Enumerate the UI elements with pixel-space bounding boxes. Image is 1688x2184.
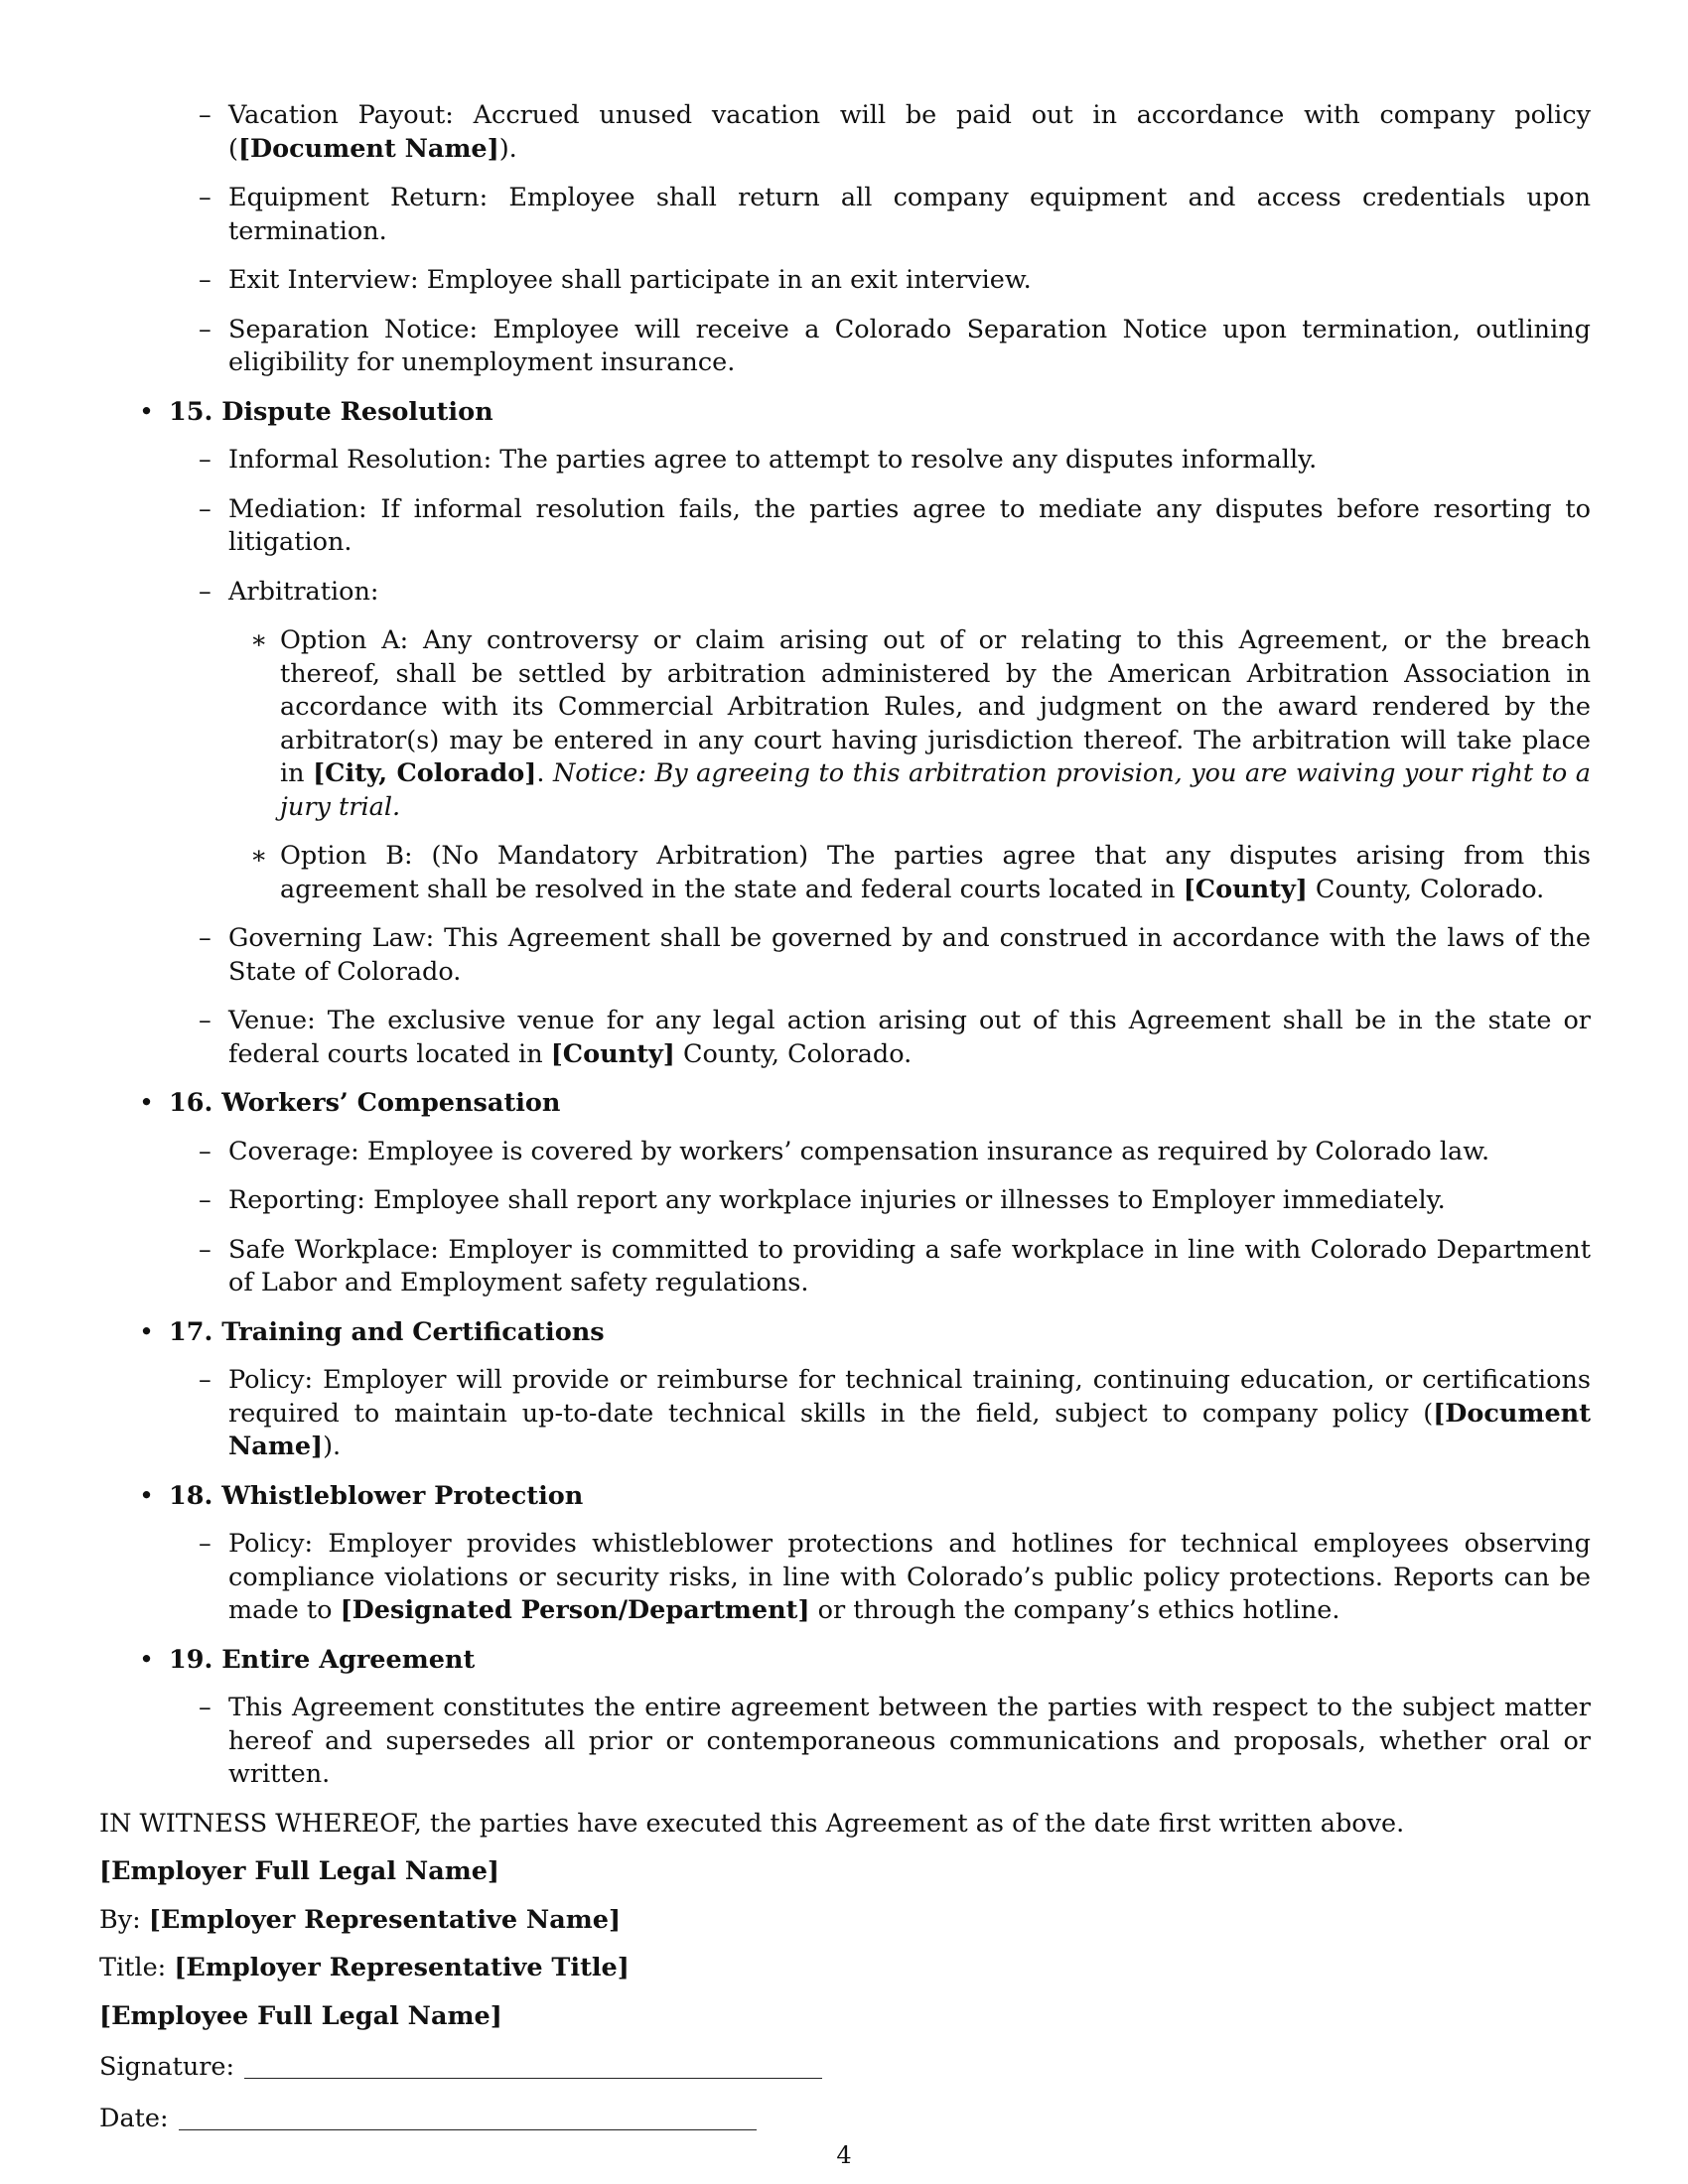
bullet-marker: • bbox=[139, 1088, 155, 1118]
dash-marker: – bbox=[199, 314, 211, 344]
section-19-heading: • 19. Entire Agreement bbox=[139, 1644, 1591, 1678]
dash-marker: – bbox=[199, 1136, 211, 1166]
venue-item: – Venue: The exclusive venue for any legal action arising out of this Agreement shall be in the state or federal courts located in [County] County, Colorado. bbox=[199, 1005, 1591, 1071]
rep-name-placeholder: [Employer Representative Name] bbox=[148, 1904, 622, 1935]
dash-marker: – bbox=[199, 1006, 211, 1035]
designated-person-placeholder: [Designated Person/Department] bbox=[340, 1595, 810, 1625]
dash-marker: – bbox=[199, 445, 211, 475]
star-marker: ∗ bbox=[250, 841, 268, 871]
dash-marker: – bbox=[199, 1529, 211, 1559]
dash-marker: – bbox=[199, 100, 211, 130]
arbitration-option-a: ∗ Option A: Any controversy or claim arising out of or relating to this Agreement, or the breach thereof, shall be settled by arbitration administered by the American Arbitration Association in accordance with its Commercial Arbitration Rules, and judgment on the award rendered by the arbitrator(s) may be entered in any court having jurisdiction thereof. The arbitration will take place in [City, Colorado]. Notice: By agreeing to this arbitration provision, you are waiving your right to a jury trial. bbox=[250, 624, 1591, 824]
exit-interview-item: – Exit Interview: Employee shall participate in an exit interview. bbox=[199, 264, 1591, 298]
bullet-marker: • bbox=[139, 1316, 155, 1347]
county-placeholder: [County] bbox=[550, 1038, 675, 1069]
vacation-label: Vacation Payout: bbox=[228, 100, 454, 130]
dash-marker: – bbox=[199, 576, 211, 607]
document-body bbox=[99, 99, 1591, 2150]
separation-notice-item: – Separation Notice: Employee will receive a Colorado Separation Notice upon termination, outlining eligibility for unemployment insurance. bbox=[199, 314, 1591, 380]
dash-marker: – bbox=[199, 1693, 211, 1722]
bullet-marker: • bbox=[139, 1480, 155, 1511]
dash-marker: – bbox=[199, 493, 211, 524]
signature-blank[interactable] bbox=[244, 2048, 822, 2079]
by-line: By: [Employer Representative Name] bbox=[99, 1904, 622, 1935]
dash-marker: – bbox=[199, 265, 211, 295]
informal-resolution-item: – Informal Resolution: The parties agree to attempt to resolve any disputes informally. bbox=[199, 444, 1591, 478]
training-document-placeholder: [Document Name] bbox=[228, 1398, 1591, 1461]
reporting-item: – Reporting: Employee shall report any workplace injuries or illnesses to Employer immediately. bbox=[199, 1184, 1591, 1218]
date-blank[interactable] bbox=[179, 2100, 757, 2130]
dash-marker: – bbox=[199, 1185, 211, 1215]
entire-agreement-item: – This Agreement constitutes the entire agreement between the parties with respect to the subject matter hereof and supersedes all prior or contemporaneous communications and proposals, whether oral or written. bbox=[199, 1692, 1591, 1792]
coverage-item: – Coverage: Employee is covered by workers’ compensation insurance as required by Colorado law. bbox=[199, 1136, 1591, 1169]
rep-title-placeholder: [Employer Representative Title] bbox=[174, 1953, 630, 1982]
bullet-marker: • bbox=[139, 1644, 155, 1675]
mediation-item: – Mediation: If informal resolution fails, the parties agree to mediate any disputes before resorting to litigation. bbox=[199, 493, 1591, 560]
dash-marker: – bbox=[199, 923, 211, 953]
title-line: Title: [Employer Representative Title] bbox=[99, 1953, 630, 1982]
arbitration-item: – Arbitration: bbox=[199, 576, 1591, 610]
dash-marker: – bbox=[199, 1234, 211, 1265]
vacation-text: Accrued unused vacation will be paid out in accordance with company policy ( bbox=[228, 100, 1592, 164]
equipment-return-item: – Equipment Return: Employee shall return all company equipment and access credentials upon termination. bbox=[199, 182, 1591, 248]
signature-line: Signature: bbox=[99, 2048, 1591, 2085]
governing-law-item: – Governing Law: This Agreement shall be governed by and construed in accordance with the laws of the State of Colorado. bbox=[199, 922, 1591, 989]
dash-marker: – bbox=[199, 183, 211, 212]
employee-name-line bbox=[99, 2000, 1591, 2034]
bullet-marker: • bbox=[139, 396, 155, 427]
section-17-heading: • 17. Training and Certifications bbox=[139, 1316, 1591, 1350]
vacation-document-placeholder: [Document Name] bbox=[237, 133, 499, 164]
arbitration-option-b: ∗ Option B: (No Mandatory Arbitration) The parties agree that any disputes arising from this agreement shall be resolved in the state and federal courts located in [County] County, Colorado. bbox=[250, 840, 1591, 906]
employee-name-placeholder: [Employee Full Legal Name] bbox=[99, 2000, 502, 2031]
section-15-heading: • 15. Dispute Resolution bbox=[139, 396, 1591, 430]
county-placeholder: [County] bbox=[1183, 874, 1308, 904]
date-line: Date: bbox=[99, 2100, 1591, 2136]
section-18-heading: • 18. Whistleblower Protection bbox=[139, 1480, 1591, 1514]
vacation-payout-item: – Vacation Payout: Accrued unused vacation will be paid out in accordance with company policy ([Document Name]). bbox=[199, 99, 1591, 166]
jury-trial-notice: Notice: By agreeing to this arbitration provision, you are waiving your right to a jury trial. bbox=[280, 758, 1591, 822]
training-policy-item: – Policy: Employer will provide or reimburse for technical training, continuing education, or certifications required to maintain up-to-date technical skills in the field, subject to company policy ([Document Name]). bbox=[199, 1364, 1591, 1464]
employer-name-placeholder: [Employer Full Legal Name] bbox=[99, 1856, 499, 1886]
city-placeholder: [City, Colorado] bbox=[313, 758, 537, 788]
dash-marker: – bbox=[199, 1365, 211, 1395]
safe-workplace-item: – Safe Workplace: Employer is committed to providing a safe workplace in line with Colorado Department of Labor and Employment safety regulations. bbox=[199, 1234, 1591, 1300]
star-marker: ∗ bbox=[250, 625, 268, 655]
page-number: 4 bbox=[836, 2141, 852, 2169]
whistleblower-policy-item: – Policy: Employer provides whistleblower protections and hotlines for technical employees observing compliance violations or security risks, in line with Colorado’s public policy protections. Reports can be made to [Designated Person/Department] or through the company’s ethics hotline. bbox=[199, 1528, 1591, 1628]
section-16-heading: • 16. Workers’ Compensation bbox=[139, 1087, 1591, 1121]
witness-statement: IN WITNESS WHEREOF, the parties have executed this Agreement as of the date first written above. bbox=[99, 1808, 1405, 1839]
employer-name-line bbox=[99, 1855, 1591, 1889]
